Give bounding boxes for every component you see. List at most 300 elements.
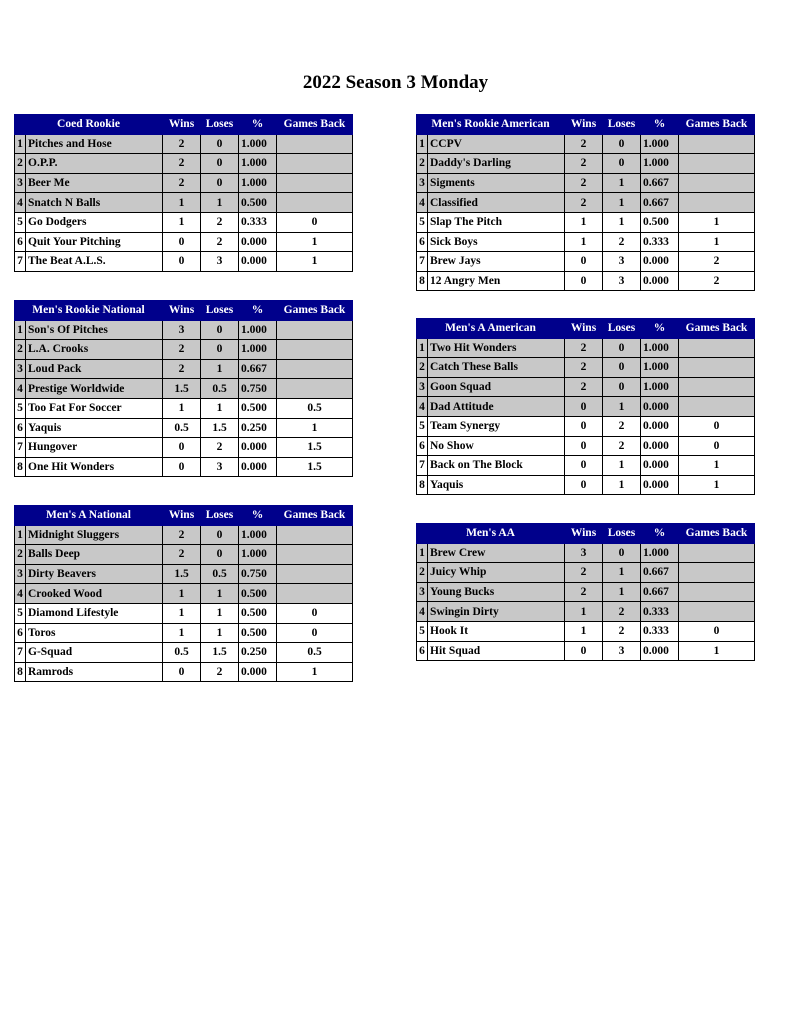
wins-cell: 0	[163, 232, 201, 252]
games-back-cell: 0.5	[277, 643, 353, 663]
header-loses: Loses	[603, 524, 641, 544]
table-row	[417, 416, 755, 436]
header-loses: Loses	[603, 115, 641, 135]
table-row	[15, 525, 353, 545]
pct-cell: 0.333	[641, 232, 679, 252]
rank-cell: 7	[15, 438, 26, 458]
loses-cell: 1	[201, 623, 239, 643]
loses-cell: 0.5	[201, 564, 239, 584]
table-row	[417, 271, 755, 291]
wins-cell: 1	[163, 193, 201, 213]
table-row	[15, 154, 353, 174]
pct-cell: 0.000	[239, 662, 277, 682]
wins-cell: 2	[565, 377, 603, 397]
pct-cell: 0.500	[239, 623, 277, 643]
team-name-cell: Hungover	[26, 438, 163, 458]
loses-cell: 1	[603, 456, 641, 476]
games-back-cell: 0	[277, 623, 353, 643]
games-back-cell	[277, 320, 353, 340]
team-name-cell: Catch These Balls	[428, 358, 565, 378]
pct-cell: 1.000	[239, 340, 277, 360]
standings-table-mens-rookie-national	[14, 300, 353, 477]
page-title: 2022 Season 3 Monday	[302, 72, 489, 93]
standings-table-mens-a-american	[416, 318, 755, 495]
pct-cell: 0.000	[641, 475, 679, 495]
standings-table-mens-aa	[416, 523, 755, 661]
team-name-cell: Back on The Block	[428, 456, 565, 476]
rank-cell: 8	[417, 475, 428, 495]
table-row	[15, 623, 353, 643]
games-back-cell	[679, 397, 755, 417]
table-row	[15, 662, 353, 682]
games-back-cell: 2	[679, 271, 755, 291]
table-row	[15, 212, 353, 232]
wins-cell: 0	[163, 438, 201, 458]
games-back-cell	[679, 602, 755, 622]
loses-cell: 0	[201, 134, 239, 154]
team-name-cell: The Beat A.L.S.	[26, 252, 163, 272]
pct-cell: 0.500	[239, 584, 277, 604]
team-name-cell: Too Fat For Soccer	[26, 398, 163, 418]
rank-cell: 6	[417, 436, 428, 456]
team-name-cell: Toros	[26, 623, 163, 643]
team-name-cell: Two Hit Wonders	[428, 338, 565, 358]
wins-cell: 1	[163, 623, 201, 643]
rank-cell: 8	[15, 457, 26, 477]
team-name-cell: 12 Angry Men	[428, 271, 565, 291]
pct-cell: 0.333	[641, 621, 679, 641]
header-wins: Wins	[565, 524, 603, 544]
table-row	[15, 173, 353, 193]
team-name-cell: Crooked Wood	[26, 584, 163, 604]
rank-cell: 2	[417, 154, 428, 174]
team-name-cell: Sigments	[428, 173, 565, 193]
wins-cell: 1	[163, 584, 201, 604]
standings-table-coed-rookie	[14, 114, 353, 272]
games-back-cell: 0.5	[277, 398, 353, 418]
loses-cell: 1.5	[201, 418, 239, 438]
header-games-back: Games Back	[277, 115, 353, 135]
games-back-cell	[679, 154, 755, 174]
table-header-row	[15, 506, 353, 526]
rank-cell: 3	[15, 359, 26, 379]
loses-cell: 2	[603, 232, 641, 252]
rank-cell: 4	[15, 379, 26, 399]
loses-cell: 2	[603, 436, 641, 456]
rank-cell: 2	[15, 154, 26, 174]
team-name-cell: Juicy Whip	[428, 563, 565, 583]
wins-cell: 1	[565, 232, 603, 252]
table-row	[15, 418, 353, 438]
pct-cell: 0.500	[239, 193, 277, 213]
wins-cell: 3	[565, 543, 603, 563]
team-name-cell: Young Bucks	[428, 582, 565, 602]
header-division-cell: Men's A National	[15, 506, 163, 526]
rank-cell: 3	[15, 173, 26, 193]
wins-cell: 1	[565, 602, 603, 622]
header-division-cell: Coed Rookie	[15, 115, 163, 135]
wins-cell: 0	[565, 252, 603, 272]
team-name-cell: Pitches and Hose	[26, 134, 163, 154]
table-row	[15, 340, 353, 360]
rank-cell: 6	[15, 418, 26, 438]
header-wins: Wins	[565, 115, 603, 135]
loses-cell: 0	[603, 543, 641, 563]
pct-cell: 0.750	[239, 379, 277, 399]
pct-cell: 0.333	[239, 212, 277, 232]
loses-cell: 3	[201, 252, 239, 272]
table-row	[417, 621, 755, 641]
team-name-cell: Son's Of Pitches	[26, 320, 163, 340]
header-games-back: Games Back	[277, 301, 353, 321]
wins-cell: 2	[163, 545, 201, 565]
loses-cell: 1	[603, 193, 641, 213]
pct-cell: 0.000	[641, 436, 679, 456]
table-row	[15, 398, 353, 418]
loses-cell: 1	[603, 397, 641, 417]
team-name-cell: No Show	[428, 436, 565, 456]
team-name-cell: Dad Attitude	[428, 397, 565, 417]
wins-cell: 2	[565, 563, 603, 583]
games-back-cell	[679, 134, 755, 154]
rank-cell: 1	[417, 543, 428, 563]
games-back-cell: 1	[277, 252, 353, 272]
rank-cell: 7	[417, 456, 428, 476]
pct-cell: 1.000	[641, 134, 679, 154]
loses-cell: 0	[603, 377, 641, 397]
games-back-cell	[277, 564, 353, 584]
table-row	[15, 252, 353, 272]
table-row	[15, 643, 353, 663]
games-back-cell	[277, 154, 353, 174]
pct-cell: 1.000	[641, 377, 679, 397]
team-name-cell: Beer Me	[26, 173, 163, 193]
pct-cell: 0.500	[239, 603, 277, 623]
pct-cell: 0.000	[641, 641, 679, 661]
team-name-cell: Snatch N Balls	[26, 193, 163, 213]
loses-cell: 1	[201, 359, 239, 379]
team-name-cell: Midnight Sluggers	[26, 525, 163, 545]
team-name-cell: O.P.P.	[26, 154, 163, 174]
wins-cell: 2	[163, 154, 201, 174]
wins-cell: 2	[565, 193, 603, 213]
loses-cell: 3	[201, 457, 239, 477]
loses-cell: 2	[201, 438, 239, 458]
wins-cell: 2	[565, 338, 603, 358]
header-loses: Loses	[201, 115, 239, 135]
pct-cell: 0.500	[239, 398, 277, 418]
table-row	[417, 475, 755, 495]
team-name-cell: One Hit Wonders	[26, 457, 163, 477]
rank-cell: 7	[15, 643, 26, 663]
pct-cell: 1.000	[239, 134, 277, 154]
games-back-cell: 1	[679, 456, 755, 476]
loses-cell: 1	[201, 584, 239, 604]
pct-cell: 0.000	[641, 416, 679, 436]
pct-cell: 0.000	[641, 252, 679, 272]
pct-cell: 0.250	[239, 643, 277, 663]
pct-cell: 1.000	[641, 543, 679, 563]
games-back-cell: 1.5	[277, 438, 353, 458]
games-back-cell	[679, 173, 755, 193]
rank-cell: 1	[15, 320, 26, 340]
table-row	[15, 603, 353, 623]
team-name-cell: Goon Squad	[428, 377, 565, 397]
table-row	[417, 252, 755, 272]
loses-cell: 2	[201, 662, 239, 682]
team-name-cell: CCPV	[428, 134, 565, 154]
wins-cell: 2	[163, 359, 201, 379]
pct-cell: 0.500	[641, 212, 679, 232]
games-back-cell: 1	[277, 662, 353, 682]
rank-cell: 6	[417, 232, 428, 252]
team-name-cell: Yaquis	[428, 475, 565, 495]
games-back-cell	[277, 525, 353, 545]
pct-cell: 0.667	[239, 359, 277, 379]
header-games-back: Games Back	[277, 506, 353, 526]
loses-cell: 2	[603, 602, 641, 622]
wins-cell: 2	[565, 173, 603, 193]
pct-cell: 1.000	[239, 525, 277, 545]
wins-cell: 1	[565, 212, 603, 232]
team-name-cell: Hit Squad	[428, 641, 565, 661]
games-back-cell	[679, 543, 755, 563]
rank-cell: 3	[417, 173, 428, 193]
games-back-cell: 0	[277, 603, 353, 623]
games-back-cell	[277, 379, 353, 399]
table-row	[15, 320, 353, 340]
wins-cell: 0	[565, 397, 603, 417]
table-row	[417, 543, 755, 563]
team-name-cell: Dirty Beavers	[26, 564, 163, 584]
loses-cell: 1	[201, 398, 239, 418]
loses-cell: 2	[603, 621, 641, 641]
standings-table-mens-rookie-american	[416, 114, 755, 291]
table-row	[417, 456, 755, 476]
pct-cell: 0.000	[641, 271, 679, 291]
wins-cell: 1.5	[163, 564, 201, 584]
rank-cell: 6	[15, 623, 26, 643]
rank-cell: 6	[15, 232, 26, 252]
header-pct: %	[641, 524, 679, 544]
wins-cell: 1.5	[163, 379, 201, 399]
table-row	[15, 564, 353, 584]
rank-cell: 3	[417, 377, 428, 397]
games-back-cell: 1	[679, 212, 755, 232]
header-division-cell: Men's A American	[417, 319, 565, 339]
header-division-cell: Men's Rookie National	[15, 301, 163, 321]
rank-cell: 5	[417, 416, 428, 436]
table-row	[417, 134, 755, 154]
games-back-cell	[277, 193, 353, 213]
games-back-cell	[679, 377, 755, 397]
pct-cell: 1.000	[641, 154, 679, 174]
header-wins: Wins	[163, 301, 201, 321]
wins-cell: 1	[163, 212, 201, 232]
table-row	[417, 154, 755, 174]
team-name-cell: Classified	[428, 193, 565, 213]
loses-cell: 1	[201, 603, 239, 623]
team-name-cell: Team Synergy	[428, 416, 565, 436]
wins-cell: 1	[163, 398, 201, 418]
loses-cell: 0	[201, 340, 239, 360]
pct-cell: 0.667	[641, 582, 679, 602]
games-back-cell	[679, 358, 755, 378]
loses-cell: 0	[201, 173, 239, 193]
games-back-cell	[679, 338, 755, 358]
table-header-row	[15, 301, 353, 321]
table-row	[417, 358, 755, 378]
table-row	[417, 377, 755, 397]
rank-cell: 2	[417, 563, 428, 583]
standings-table-mens-a-national	[14, 505, 353, 682]
rank-cell: 6	[417, 641, 428, 661]
table-row	[15, 457, 353, 477]
table-row	[15, 359, 353, 379]
table-row	[417, 436, 755, 456]
games-back-cell	[679, 582, 755, 602]
header-pct: %	[239, 506, 277, 526]
header-games-back: Games Back	[679, 115, 755, 135]
pct-cell: 1.000	[641, 338, 679, 358]
team-name-cell: Yaquis	[26, 418, 163, 438]
loses-cell: 0.5	[201, 379, 239, 399]
pct-cell: 0.000	[239, 457, 277, 477]
wins-cell: 0	[163, 252, 201, 272]
rank-cell: 7	[15, 252, 26, 272]
header-wins: Wins	[565, 319, 603, 339]
header-loses: Loses	[201, 301, 239, 321]
loses-cell: 3	[603, 641, 641, 661]
games-back-cell: 2	[679, 252, 755, 272]
pct-cell: 1.000	[239, 545, 277, 565]
wins-cell: 2	[163, 525, 201, 545]
header-games-back: Games Back	[679, 319, 755, 339]
table-row	[15, 134, 353, 154]
rank-cell: 8	[15, 662, 26, 682]
games-back-cell: 0	[679, 416, 755, 436]
wins-cell: 0	[565, 271, 603, 291]
games-back-cell: 1.5	[277, 457, 353, 477]
table-row	[15, 438, 353, 458]
table-row	[417, 338, 755, 358]
loses-cell: 3	[603, 271, 641, 291]
rank-cell: 3	[417, 582, 428, 602]
rank-cell: 4	[417, 602, 428, 622]
rank-cell: 1	[15, 525, 26, 545]
header-division-cell: Men's AA	[417, 524, 565, 544]
wins-cell: 0.5	[163, 643, 201, 663]
wins-cell: 0	[163, 457, 201, 477]
rank-cell: 2	[15, 340, 26, 360]
loses-cell: 0	[603, 154, 641, 174]
pct-cell: 0.000	[641, 456, 679, 476]
wins-cell: 3	[163, 320, 201, 340]
games-back-cell	[679, 563, 755, 583]
rank-cell: 4	[417, 397, 428, 417]
pct-cell: 0.333	[641, 602, 679, 622]
loses-cell: 3	[603, 252, 641, 272]
pct-cell: 0.667	[641, 173, 679, 193]
team-name-cell: Daddy's Darling	[428, 154, 565, 174]
pct-cell: 0.667	[641, 563, 679, 583]
wins-cell: 2	[565, 358, 603, 378]
loses-cell: 0	[201, 545, 239, 565]
wins-cell: 0	[565, 475, 603, 495]
table-row	[15, 379, 353, 399]
table-row	[15, 193, 353, 213]
team-name-cell: Slap The Pitch	[428, 212, 565, 232]
header-pct: %	[239, 301, 277, 321]
team-name-cell: Diamond Lifestyle	[26, 603, 163, 623]
header-wins: Wins	[163, 115, 201, 135]
team-name-cell: G-Squad	[26, 643, 163, 663]
team-name-cell: Balls Deep	[26, 545, 163, 565]
wins-cell: 0	[565, 416, 603, 436]
wins-cell: 0	[565, 436, 603, 456]
header-pct: %	[641, 115, 679, 135]
loses-cell: 0	[201, 320, 239, 340]
wins-cell: 0	[565, 456, 603, 476]
wins-cell: 0.5	[163, 418, 201, 438]
wins-cell: 2	[163, 173, 201, 193]
wins-cell: 2	[163, 134, 201, 154]
table-header-row	[417, 115, 755, 135]
table-row	[417, 193, 755, 213]
games-back-cell: 1	[277, 232, 353, 252]
games-back-cell	[679, 193, 755, 213]
rank-cell: 2	[15, 545, 26, 565]
table-row	[15, 584, 353, 604]
table-row	[417, 232, 755, 252]
wins-cell: 2	[163, 340, 201, 360]
games-back-cell: 1	[679, 475, 755, 495]
pct-cell: 0.000	[239, 252, 277, 272]
games-back-cell: 0	[679, 436, 755, 456]
rank-cell: 5	[417, 621, 428, 641]
loses-cell: 1	[201, 193, 239, 213]
wins-cell: 2	[565, 134, 603, 154]
pct-cell: 0.250	[239, 418, 277, 438]
pct-cell: 1.000	[239, 173, 277, 193]
header-loses: Loses	[201, 506, 239, 526]
header-wins: Wins	[163, 506, 201, 526]
games-back-cell: 1	[679, 641, 755, 661]
loses-cell: 0	[603, 338, 641, 358]
loses-cell: 1	[603, 582, 641, 602]
rank-cell: 1	[15, 134, 26, 154]
loses-cell: 2	[201, 232, 239, 252]
table-header-row	[417, 524, 755, 544]
table-header-row	[15, 115, 353, 135]
rank-cell: 5	[15, 603, 26, 623]
rank-cell: 3	[15, 564, 26, 584]
pct-cell: 0.750	[239, 564, 277, 584]
loses-cell: 0	[603, 134, 641, 154]
team-name-cell: Hook It	[428, 621, 565, 641]
games-back-cell	[277, 359, 353, 379]
rank-cell: 4	[15, 193, 26, 213]
rank-cell: 1	[417, 134, 428, 154]
loses-cell: 1	[603, 212, 641, 232]
pct-cell: 0.000	[239, 438, 277, 458]
team-name-cell: Quit Your Pitching	[26, 232, 163, 252]
pct-cell: 1.000	[641, 358, 679, 378]
loses-cell: 0	[603, 358, 641, 378]
table-row	[417, 602, 755, 622]
loses-cell: 1	[603, 475, 641, 495]
rank-cell: 1	[417, 338, 428, 358]
